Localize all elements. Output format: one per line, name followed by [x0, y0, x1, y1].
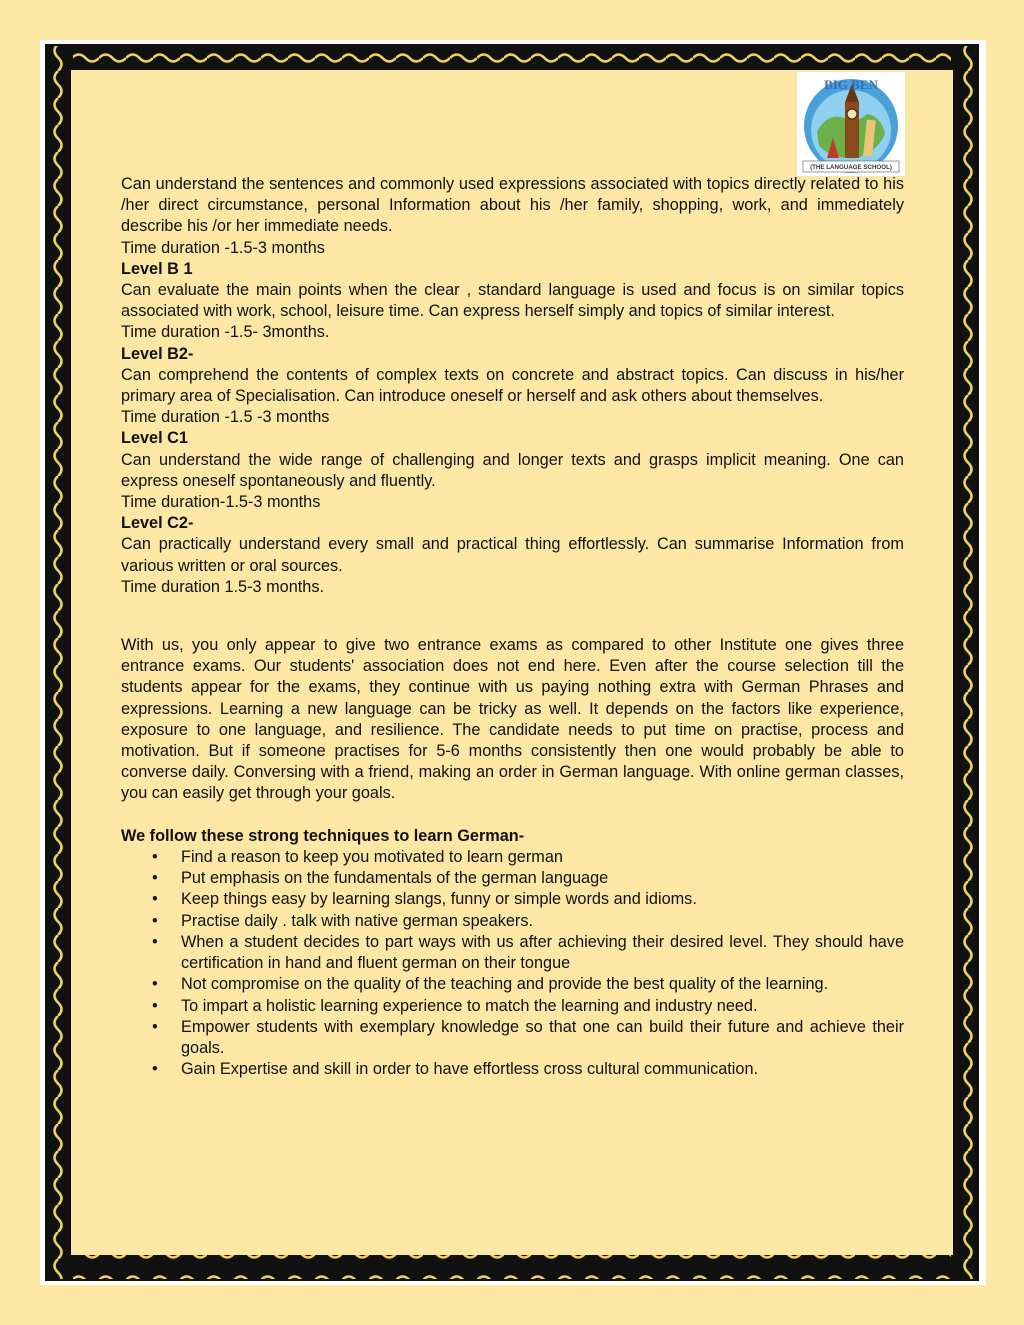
bullet-icon: •	[152, 848, 158, 867]
bullet-icon: •	[152, 996, 158, 1015]
list-item-text: Not compromise on the quality of the teaching and provide the best quality of the learning.	[181, 975, 829, 994]
list-item	[121, 1059, 904, 1080]
level-description: Can comprehend the contents of complex texts on concrete and abstract topics. Can discuss in his/her primary area of Specialisation. Can introduce oneself or herself and ask others about themselves.	[121, 365, 904, 406]
list-item	[121, 932, 904, 974]
list-item	[121, 996, 904, 1017]
list-item	[121, 1017, 904, 1059]
level-c1-section	[121, 428, 904, 513]
level-heading: Level B2-	[121, 344, 194, 363]
level-heading: Level C2-	[121, 514, 194, 533]
level-time-duration: Time duration -1.5- 3months.	[121, 323, 330, 342]
list-item	[121, 911, 904, 932]
logo-arc-text: BIG BEN	[824, 77, 878, 92]
bullet-icon: •	[152, 932, 158, 951]
level-c2-section	[121, 513, 904, 598]
list-item-text: To impart a holistic learning experience to match the learning and industry need.	[181, 996, 758, 1015]
intro-paragraph: Can understand the sentences and commonly used expressions associated with topics directly related to his /her direct circumstance, personal Information about his /her family, shopping, work, and immediately describe his /or her immediate needs.	[121, 175, 904, 236]
bullet-icon: •	[152, 869, 158, 888]
list-item-text: Find a reason to keep you motivated to learn german	[181, 848, 563, 867]
list-item-text: Keep things easy by learning slangs, funny or simple words and idioms.	[181, 890, 697, 909]
techniques-heading: We follow these strong techniques to learn German-	[121, 826, 525, 845]
logo-banner-text: (THE LANGUAGE SCHOOL)	[810, 164, 892, 171]
list-item-text: Practise daily . talk with native german speakers.	[181, 911, 534, 930]
big-ben-logo-icon	[797, 72, 905, 176]
level-time-duration: Time duration 1.5-3 months.	[121, 577, 325, 596]
list-item-text: Empower students with exemplary knowledge so that one can build their future and achieve their goals.	[181, 1017, 904, 1057]
about-paragraph: With us, you only appear to give two entrance exams as compared to other Institute one gives three entrance exams. Our students' association does not end here. Even after the course selection till the students appear for the exams, they continue with us paying nothing extra with German Phrases and expressions. Learning a new language can be tricky as well. It depends on the factors like experience, exposure to one language, and resilience. The candidate needs to put time on practise, process and motivation. But if someone practises for 5-6 months consistently then one would probably be able to converse daily. Conversing with a friend, making an order in German language. With online german classes, you can easily get through your goals.	[121, 636, 904, 803]
bullet-icon: •	[152, 911, 158, 930]
level-heading: Level B 1	[121, 259, 193, 278]
list-item	[121, 847, 904, 868]
document-body	[121, 174, 904, 1080]
level-description: Can practically understand every small and practical thing effortlessly. Can summarise Information from various written or oral sources.	[121, 535, 904, 575]
bullet-icon: •	[152, 1060, 158, 1079]
list-item	[121, 974, 904, 995]
level-b2-section	[121, 344, 904, 429]
bullet-icon: •	[152, 975, 158, 994]
level-b1-section	[121, 259, 904, 344]
level-description: Can evaluate the main points when the clear , standard language is used and focus is on similar topics associated with work, school, leisure time. Can express herself simply and topics of similar interest.	[121, 281, 904, 321]
level-description: Can understand the wide range of challenging and longer texts and grasps implicit meaning. One can express oneself spontaneously and fluently.	[121, 450, 904, 490]
level-time-duration: Time duration -1.5 -3 months	[121, 408, 330, 427]
intro-time-duration: Time duration -1.5-3 months	[121, 238, 325, 257]
techniques-list	[121, 847, 904, 1080]
list-item-text: Put emphasis on the fundamentals of the german language	[181, 869, 609, 888]
bullet-icon: •	[152, 1017, 158, 1036]
level-time-duration: Time duration-1.5-3 months	[121, 493, 321, 512]
level-heading: Level C1	[121, 429, 188, 448]
list-item-text: When a student decides to part ways with us after achieving their desired level. They should have certification in hand and fluent german on their tongue	[181, 932, 904, 973]
list-item	[121, 868, 904, 889]
list-item	[121, 889, 904, 910]
bullet-icon: •	[152, 890, 158, 909]
list-item-text: Gain Expertise and skill in order to have effortless cross cultural communication.	[181, 1060, 759, 1079]
